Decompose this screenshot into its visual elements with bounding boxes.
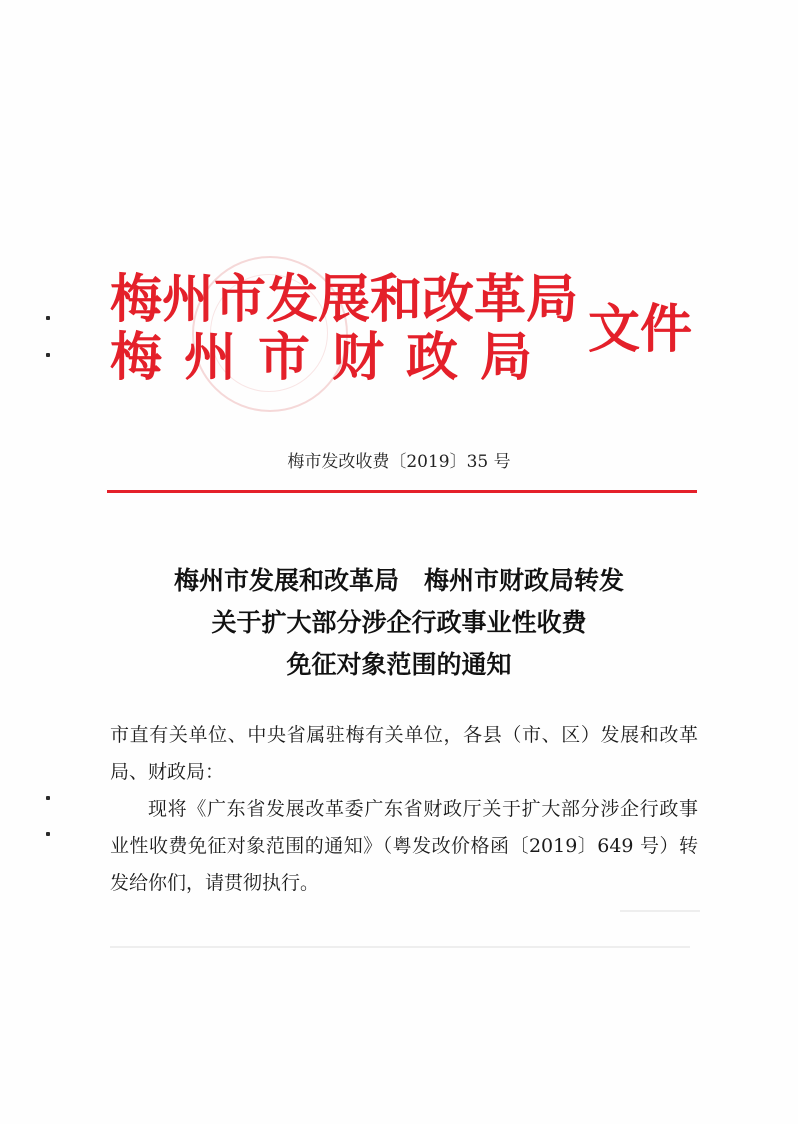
title-line-2: 关于扩大部分涉企行政事业性收费 xyxy=(211,608,587,637)
header-red-divider xyxy=(107,490,697,493)
bleedthrough-line xyxy=(110,946,690,948)
binding-hole-mark xyxy=(46,316,50,320)
bleedthrough-line xyxy=(620,910,700,912)
binding-hole-mark xyxy=(46,796,50,800)
title-line-3: 免征对象范围的通知 xyxy=(286,650,512,679)
addressee-paragraph: 市直有关单位、中央省属驻梅有关单位，各县（市、区）发展和改革局、财政局： xyxy=(110,724,698,783)
header-document-suffix: 文件 xyxy=(588,299,693,360)
document-number: 梅市发改收费〔2019〕35 号 xyxy=(287,452,511,472)
header-organization-1: 梅州市发展和改革局 xyxy=(110,269,579,330)
body-paragraph: 现将《广东省发展改革委广东省财政厅关于扩大部分涉企行政事业性收费免征对象范围的通知》（粤发改价格函〔2019〕649 号）转发给你们，请贯彻执行。 xyxy=(110,798,698,894)
binding-hole-mark xyxy=(46,832,50,836)
document-title xyxy=(0,560,798,686)
document-body xyxy=(110,717,698,902)
header-organization-2: 梅州市财政局 xyxy=(110,327,555,388)
binding-hole-mark xyxy=(46,353,50,357)
title-line-1: 梅州市发展和改革局 梅州市财政局转发 xyxy=(173,566,624,595)
